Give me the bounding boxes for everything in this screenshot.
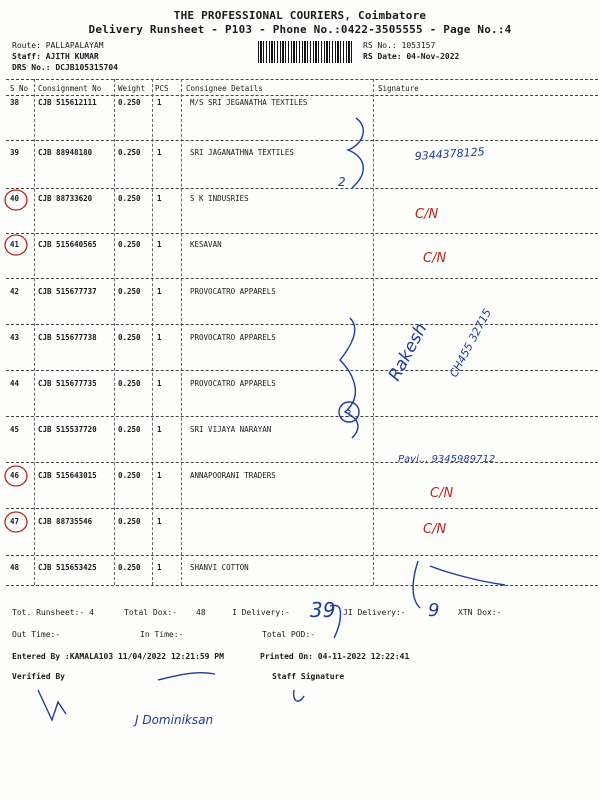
verified-by-label: Verified By <box>12 672 65 681</box>
entered-by: Entered By :KAMALA103 11/04/2022 12:21:59 PM <box>12 652 224 661</box>
total-pod-label: Total POD:- <box>262 630 315 639</box>
signature-43-name: Rakesh <box>384 320 432 385</box>
verifier-signature-stroke <box>158 673 215 680</box>
row-consignment: CJB 515640565 <box>38 240 97 249</box>
table-bottom-border <box>6 585 598 586</box>
row-sno: 40 <box>10 194 20 203</box>
route-line <box>12 41 104 50</box>
row-sno: 41 <box>10 240 20 249</box>
row-consignment: CJB 515677737 <box>38 287 97 296</box>
runsheet-subtitle: Delivery Runsheet - P103 - Phone No.:0422-3505555 - Page No.:4 <box>88 23 512 36</box>
total-dox-value: 48 <box>196 608 206 617</box>
row-sno: 38 <box>10 98 20 107</box>
table-row <box>0 379 600 425</box>
row-consignee: M/S SRI JEGANATHA TEXTILES <box>190 98 308 107</box>
cn-mark-46: C/N <box>430 486 454 501</box>
verified-by-mark <box>38 690 66 720</box>
row-weight: 0.250 <box>118 98 141 107</box>
row-weight: 0.250 <box>118 425 141 434</box>
signature-39-phone: 9344378125 <box>414 145 486 163</box>
row-sno: 42 <box>10 287 20 296</box>
row-consignment: CJB 88948180 <box>38 148 93 157</box>
i-delivery-label: I Delivery:- <box>232 608 290 617</box>
verifier-name: J Dominiksan <box>135 713 214 727</box>
row-weight: 0.250 <box>118 240 141 249</box>
row-divider <box>6 188 598 189</box>
printed-on: Printed On: 04-11-2022 12:22:41 <box>260 652 410 661</box>
row-consignee: PROVOCATRO APPARELS <box>190 287 276 296</box>
row-divider <box>6 324 598 325</box>
signature-45-text: Pavi... 9345989712 <box>398 454 496 465</box>
row-consignee: SRI JAGANATHNA TEXTILES <box>190 148 294 157</box>
staff-value: AJITH KUMAR <box>45 52 99 61</box>
row-consignment: CJB 515677738 <box>38 333 97 342</box>
barcode <box>258 41 353 63</box>
in-time-label: In Time:- <box>140 630 184 639</box>
cn-mark-47: C/N <box>423 522 447 537</box>
row-pcs: 1 <box>157 563 162 572</box>
row-pcs: 1 <box>157 287 162 296</box>
row-sno: 39 <box>10 148 20 157</box>
row-pcs: 1 <box>157 148 162 157</box>
col-header-signature: Signature <box>378 84 419 93</box>
xtn-dox-label: XTN Dox:- <box>458 608 502 617</box>
drs-label: DRS No.: <box>12 63 51 72</box>
row-weight: 0.250 <box>118 148 141 157</box>
table-row <box>0 240 600 286</box>
row-sno: 44 <box>10 379 20 388</box>
row-consignee: S K INDUSRIES <box>190 194 249 203</box>
drs-value: DCJB105315704 <box>55 63 118 72</box>
out-time-label: Out Time:- <box>12 630 61 639</box>
row-divider <box>6 233 598 234</box>
row-weight: 0.250 <box>118 333 141 342</box>
row-consignee: KESAVAN <box>190 240 222 249</box>
table-top-border <box>6 79 598 80</box>
row-weight: 0.250 <box>118 563 141 572</box>
row-pcs: 1 <box>157 98 162 107</box>
row-divider <box>6 140 598 141</box>
ji-delivery-value: 9 <box>428 600 440 621</box>
signature-43-number: CH455 32715 <box>447 306 495 380</box>
row-sno: 46 <box>10 471 20 480</box>
row-consignee: PROVOCATRO APPARELS <box>190 379 276 388</box>
row-divider <box>6 278 598 279</box>
row-consignee: SRI VIJAYA NARAYAN <box>190 425 272 434</box>
row-divider <box>6 555 598 556</box>
row-weight: 0.250 <box>118 471 141 480</box>
cn-mark-41: C/N <box>423 251 447 266</box>
row-consignment: CJB 88733620 <box>38 194 93 203</box>
row-pcs: 1 <box>157 425 162 434</box>
route-value: PALLAPALAYAM <box>45 41 104 50</box>
staff-signature-label: Staff Signature <box>272 672 345 681</box>
row-consignment: CJB 515537720 <box>38 425 97 434</box>
total-dox-label: Total Dox:- <box>124 608 177 617</box>
drs-line <box>12 63 118 72</box>
staff-label: Staff: <box>12 52 41 61</box>
table-row <box>0 517 600 563</box>
row-weight: 0.250 <box>118 517 141 526</box>
col-header-consignment: Consignment No <box>38 84 102 93</box>
table-row <box>0 563 600 609</box>
table-row <box>0 425 600 471</box>
row-sno: 43 <box>10 333 20 342</box>
cn-mark-40: C/N <box>415 207 439 222</box>
row-consignment: CJB 515653425 <box>38 563 97 572</box>
row-weight: 0.250 <box>118 379 141 388</box>
row-pcs: 1 <box>157 240 162 249</box>
col-header-sno: S No <box>10 84 29 93</box>
row-weight: 0.250 <box>118 194 141 203</box>
col-header-weight: Weight <box>118 84 146 93</box>
row-pcs: 1 <box>157 379 162 388</box>
rs-no-value: 1053157 <box>401 41 436 50</box>
rs-no-label: RS No.: <box>363 41 397 50</box>
rs-no-line <box>363 41 435 50</box>
table-row <box>0 98 600 144</box>
tot-runsheet: Tot. Runsheet:- 4 <box>12 608 94 617</box>
col-header-consignee: Consignee Details <box>186 84 263 93</box>
route-label: Route: <box>12 41 41 50</box>
row-consignee: ANNAPOORANI TRADERS <box>190 471 276 480</box>
row-sno: 48 <box>10 563 20 572</box>
table-row <box>0 471 600 517</box>
row-consignment: CJB 515677735 <box>38 379 97 388</box>
row-divider <box>6 370 598 371</box>
row-divider <box>6 462 598 463</box>
row-weight: 0.250 <box>118 287 141 296</box>
row-sno: 47 <box>10 517 20 526</box>
staff-signature-mark <box>294 690 304 701</box>
rs-date-label: RS Date: <box>363 52 402 61</box>
row-pcs: 1 <box>157 333 162 342</box>
row-pcs: 1 <box>157 517 162 526</box>
row-divider <box>6 416 598 417</box>
row-sno: 45 <box>10 425 20 434</box>
staff-line <box>12 52 99 61</box>
i-delivery-value: 39 <box>310 598 336 622</box>
col-header-pcs: PCS <box>155 84 169 93</box>
table-row <box>0 333 600 379</box>
row-pcs: 1 <box>157 194 162 203</box>
table-header-border <box>6 95 598 96</box>
row-pcs: 1 <box>157 471 162 480</box>
ji-delivery-label: JI Delivery:- <box>343 608 406 617</box>
row-consignee: PROVOCATRO APPARELS <box>190 333 276 342</box>
company-title: THE PROFESSIONAL COURIERS, Coimbatore <box>173 9 427 22</box>
rs-date-line <box>363 52 459 61</box>
row-consignment: CJB 88735546 <box>38 517 93 526</box>
row-consignee: SHANVI COTTON <box>190 563 249 572</box>
brace-label-2: 2 <box>338 175 346 189</box>
row-divider <box>6 508 598 509</box>
rs-date-value: 04-Nov-2022 <box>406 52 460 61</box>
row-consignment: CJB 515612111 <box>38 98 97 107</box>
brace-label-3: 3 <box>345 409 352 420</box>
row-consignment: CJB 515643015 <box>38 471 97 480</box>
table-row <box>0 287 600 333</box>
